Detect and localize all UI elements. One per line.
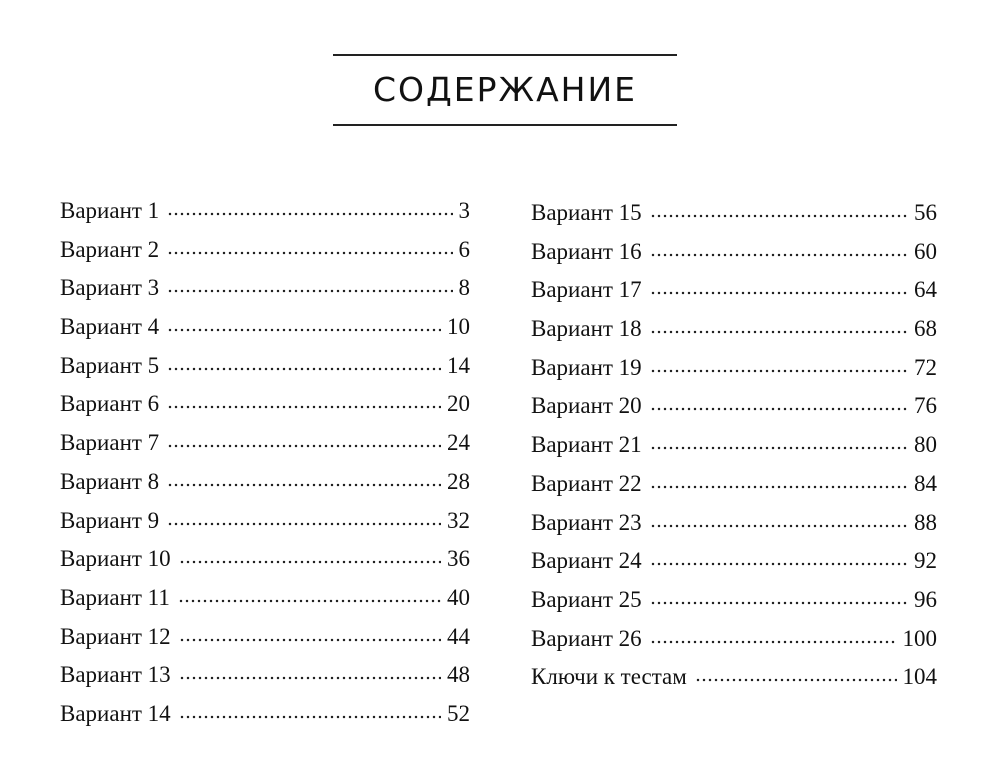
toc-entry-label: Вариант 17 <box>531 277 642 303</box>
toc-entry-label: Вариант 1 <box>60 198 160 223</box>
toc-entry-label: Вариант 24 <box>531 548 642 574</box>
toc-entry-label: Вариант 20 <box>531 393 642 419</box>
dot-leader <box>167 328 441 332</box>
toc-entry[interactable] <box>531 194 937 233</box>
toc-entry-page-number: 68 <box>914 316 937 342</box>
toc-entry[interactable] <box>60 192 470 231</box>
toc-entry-page-number: 52 <box>447 700 470 726</box>
toc-entry[interactable] <box>60 695 470 734</box>
toc-entry-page-number: 48 <box>447 662 470 688</box>
dot-leader <box>167 483 441 487</box>
toc-entry-page-number: 80 <box>914 432 937 458</box>
toc-entry[interactable] <box>60 231 470 270</box>
toc-entry[interactable] <box>531 542 937 581</box>
toc-entry[interactable] <box>531 387 937 426</box>
toc-entry-page-number: 3 <box>458 198 470 223</box>
toc-entry-page-number: 44 <box>447 623 470 649</box>
toc-entry-page-number: 100 <box>902 625 937 651</box>
dot-leader <box>167 405 441 409</box>
toc-entry-label: Вариант 3 <box>60 275 160 301</box>
toc-entry-label: Ключи к тестам <box>531 664 687 690</box>
toc-entry-label: Вариант 23 <box>531 509 642 535</box>
dot-leader <box>695 678 897 682</box>
toc-entry[interactable] <box>60 385 470 424</box>
toc-entry-page-number: 56 <box>914 200 937 225</box>
toc-entry-label: Вариант 15 <box>531 200 642 225</box>
toc-entry-page-number: 84 <box>914 470 937 496</box>
toc-entry-page-number: 72 <box>914 354 937 380</box>
toc-entry-label: Вариант 22 <box>531 470 642 496</box>
title-top-rule <box>333 54 677 56</box>
toc-entry-page-number: 8 <box>458 275 470 301</box>
toc-entry-page-number: 32 <box>447 507 470 533</box>
toc-entry[interactable] <box>60 618 470 657</box>
toc-entry-page-number: 92 <box>914 548 937 574</box>
dot-leader <box>650 369 908 373</box>
toc-entry-label: Вариант 10 <box>60 546 171 572</box>
dot-leader <box>167 212 452 216</box>
dot-leader <box>650 214 908 218</box>
toc-entry-page-number: 64 <box>914 277 937 303</box>
toc-entry-label: Вариант 11 <box>60 584 170 610</box>
toc-entry-label: Вариант 14 <box>60 700 171 726</box>
toc-entry-label: Вариант 18 <box>531 316 642 342</box>
toc-entry[interactable] <box>60 656 470 695</box>
toc-entry-label: Вариант 6 <box>60 391 160 417</box>
toc-entry-page-number: 88 <box>914 509 937 535</box>
toc-entry-label: Вариант 8 <box>60 468 160 494</box>
toc-entry-label: Вариант 2 <box>60 236 160 262</box>
toc-entry[interactable] <box>531 504 937 543</box>
toc-entry-label: Вариант 16 <box>531 238 642 264</box>
toc-entry-page-number: 14 <box>447 352 470 378</box>
dot-leader <box>167 367 441 371</box>
toc-entry[interactable] <box>60 424 470 463</box>
dot-leader <box>179 715 441 719</box>
page-title: СОДЕРЖАНИЕ <box>372 70 638 109</box>
dot-leader <box>650 291 908 295</box>
dot-leader <box>650 524 908 528</box>
toc-entry[interactable] <box>60 502 470 541</box>
toc-entry-label: Вариант 12 <box>60 623 171 649</box>
toc-entry[interactable] <box>60 269 470 308</box>
dot-leader <box>179 676 441 680</box>
dot-leader <box>650 330 908 334</box>
dot-leader <box>650 640 897 644</box>
toc-entry[interactable] <box>531 349 937 388</box>
toc-entry-label: Вариант 25 <box>531 586 642 612</box>
contents-title-block <box>333 54 677 126</box>
toc-entry-page-number: 28 <box>447 468 470 494</box>
toc-right-column <box>531 194 937 697</box>
toc-entry-label: Вариант 5 <box>60 352 160 378</box>
toc-entry-page-number: 40 <box>447 584 470 610</box>
toc-entry[interactable] <box>60 540 470 579</box>
toc-entry[interactable] <box>60 463 470 502</box>
toc-entry-label: Вариант 9 <box>60 507 160 533</box>
toc-entry-page-number: 96 <box>914 586 937 612</box>
dot-leader <box>167 289 452 293</box>
toc-entry-page-number: 24 <box>447 430 470 456</box>
toc-entry[interactable] <box>531 581 937 620</box>
toc-entry-label: Вариант 21 <box>531 432 642 458</box>
dot-leader <box>167 444 441 448</box>
dot-leader <box>650 446 908 450</box>
dot-leader <box>650 485 908 489</box>
toc-entry[interactable] <box>531 310 937 349</box>
toc-entry[interactable] <box>531 271 937 310</box>
toc-entry[interactable] <box>60 579 470 618</box>
toc-entry[interactable] <box>531 426 937 465</box>
toc-entry-label: Вариант 26 <box>531 625 642 651</box>
toc-entry-label: Вариант 7 <box>60 430 160 456</box>
dot-leader <box>650 253 908 257</box>
toc-entry-page-number: 20 <box>447 391 470 417</box>
toc-entry-page-number: 10 <box>447 314 470 340</box>
toc-entry[interactable] <box>531 620 937 659</box>
toc-entry-page-number: 76 <box>914 393 937 419</box>
toc-entry[interactable] <box>531 658 937 697</box>
toc-entry-page-number: 60 <box>914 238 937 264</box>
toc-entry-label: Вариант 19 <box>531 354 642 380</box>
title-bottom-rule <box>333 124 677 126</box>
toc-entry-label: Вариант 13 <box>60 662 171 688</box>
dot-leader <box>650 407 908 411</box>
dot-leader <box>178 599 441 603</box>
toc-entry[interactable] <box>531 465 937 504</box>
toc-entry[interactable] <box>531 233 937 272</box>
dot-leader <box>167 251 452 255</box>
dot-leader <box>179 560 441 564</box>
dot-leader <box>179 638 441 642</box>
toc-entry[interactable] <box>60 347 470 386</box>
toc-entry-page-number: 36 <box>447 546 470 572</box>
toc-entry-page-number: 6 <box>458 236 470 262</box>
dot-leader <box>650 601 908 605</box>
dot-leader <box>650 562 908 566</box>
toc-entry-page-number: 104 <box>902 664 937 690</box>
toc-entry-label: Вариант 4 <box>60 314 160 340</box>
dot-leader <box>167 522 441 526</box>
toc-left-column <box>60 192 470 734</box>
toc-entry[interactable] <box>60 308 470 347</box>
